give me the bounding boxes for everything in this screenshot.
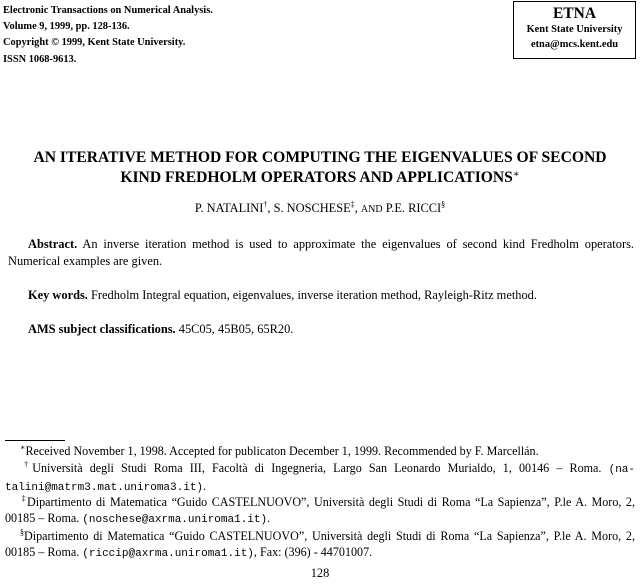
footnote-4-end: , Fax: (396) - 44701007. (253, 545, 373, 560)
ams-text: 45C05, 45B05, 65R20. (178, 322, 294, 336)
journal-copyright: Copyright © 1999, Kent State University. (3, 37, 186, 49)
title-line-1: AN ITERATIVE METHOD FOR COMPUTING THE EIGENVALUES OF SECOND (33, 149, 607, 166)
author-list: P. NATALINI†, S. NOSCHESE‡, AND P.E. RICCI§ (194, 200, 446, 215)
footnote-4-text: Dipartimento di Matematica “Guido CASTELNUOVO”, Università degli Studi di Roma “La Sapienza”, P.le A. Moro, 2, 00185 – Roma. (5, 529, 635, 560)
keywords-text: Fredholm Integral equation, eigenvalues, inverse iteration method, Rayleigh-Ritz method. (91, 288, 537, 302)
ams-classifications (8, 321, 634, 338)
etna-title: ETNA (552, 5, 597, 22)
journal-name: Electronic Transactions on Numerical Analysis. (3, 5, 213, 16)
footnote-3 (5, 494, 635, 529)
footnote-3-email: (noschese@axrma.uniroma1.it) (82, 514, 268, 527)
title-line-2 (0, 168, 640, 188)
paper-title (0, 148, 640, 188)
footnote-4-email: (riccip@axrma.uniroma1.it) (82, 548, 254, 561)
abstract-text: An inverse iteration method is used to approximate the eigenvalues of second kind Fredholm operators. Numerical examples are given. (8, 237, 634, 268)
etna-email: etna@mcs.kent.edu (530, 38, 619, 50)
footnote-2-mark: † (20, 460, 33, 469)
page-number: 128 (310, 566, 330, 580)
footnote-3-mark: ‡ (20, 494, 28, 503)
footnote-2 (5, 460, 635, 497)
journal-volume: Volume 9, 1999, pp. 128-136. (3, 21, 130, 33)
author-3-mark: § (441, 200, 446, 209)
footnote-rule (5, 440, 65, 441)
footnote-2-email-start: (na- (608, 464, 635, 476)
footnote-3-text: Dipartimento di Matematica “Guido CASTELNUOVO”, Università degli Studi di Roma “La Sapienza”, P.le A. Moro, 2, 00185 – Roma. (5, 495, 635, 526)
author-3: P.E. RICCI (385, 201, 442, 215)
etna-university: Kent State University (526, 24, 623, 35)
footnote-1-mark: ∗ (20, 443, 26, 452)
footnote-4-mark: § (20, 528, 24, 537)
author-2-mark: ‡ (350, 200, 355, 209)
author-1: P. NATALINI (194, 201, 264, 215)
title-footnote-mark: ∗ (512, 169, 520, 180)
and-word: AND (360, 204, 383, 215)
footnote-2-end: . (203, 479, 207, 494)
journal-header (3, 3, 213, 68)
footnote-1-text: Received November 1, 1998. Accepted for publicaton December 1, 1999. Recommended by F. Marcellán. (25, 444, 539, 458)
etna-box (513, 1, 636, 59)
keywords-label: Key words. (28, 288, 88, 302)
footnote-4 (5, 528, 635, 563)
keywords (8, 287, 634, 304)
abstract (8, 236, 634, 270)
footnote-3-end: . (267, 511, 271, 526)
title-line-2-text: KIND FREDHOLM OPERATORS AND APPLICATIONS (120, 169, 513, 186)
author-2: S. NOSCHESE (273, 201, 351, 215)
author-1-mark: † (263, 200, 268, 209)
footnote-1 (5, 443, 635, 459)
journal-issn: ISSN 1068-9613. (3, 53, 77, 65)
abstract-label: Abstract. (28, 237, 78, 251)
footnote-2-text: Università degli Studi Roma III, Facoltà di Ingegneria, Largo San Leonardo Murialdo, 1, 00146 – Roma. (32, 461, 602, 475)
ams-label: AMS subject classifications. (28, 322, 176, 336)
footnote-2-email-end: talini@matrm3.mat.uniroma3.it) (5, 482, 204, 495)
